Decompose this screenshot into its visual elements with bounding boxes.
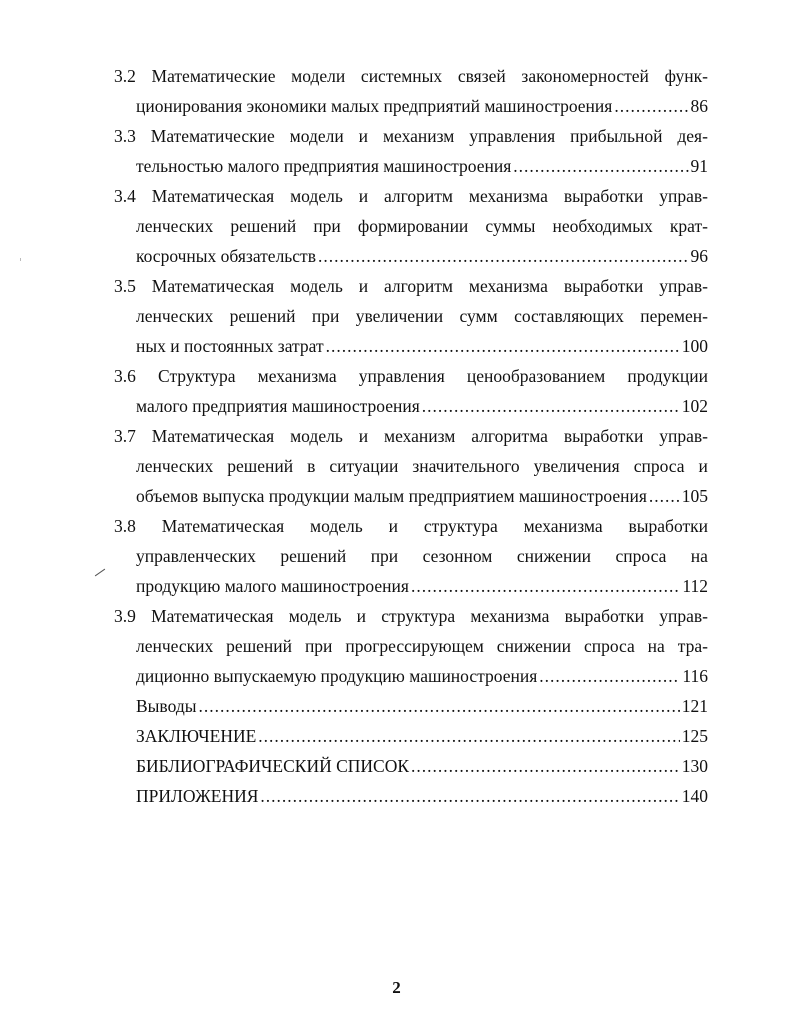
toc-line [114, 64, 708, 88]
dot-leader [260, 784, 679, 808]
word: Математическая [151, 606, 274, 626]
toc-page-number: 91 [690, 156, 708, 176]
toc-line [136, 94, 708, 118]
word: выработки [564, 606, 645, 626]
dot-leader [258, 724, 679, 748]
toc-entry-title: диционно выпускаемую продукцию машиностроения [136, 666, 538, 686]
toc-line [114, 124, 708, 148]
word: 3.4 [114, 186, 136, 206]
word: сезонном [422, 546, 493, 566]
word: спроса [583, 636, 635, 656]
word: прибыльной [570, 126, 663, 146]
dot-leader [539, 664, 680, 688]
word: тра- [677, 636, 708, 656]
word: 3.2 [114, 66, 136, 86]
word: снижении [496, 636, 572, 656]
toc-line [114, 274, 708, 298]
word: механизма [470, 606, 550, 626]
toc-page-number: 96 [690, 246, 708, 266]
toc-entry-title: объемов выпуска продукции малым предприятием машиностроения [136, 486, 647, 506]
word: системных [360, 66, 443, 86]
word: механизм [384, 426, 456, 446]
word: управ- [659, 276, 708, 296]
word: функ- [664, 66, 708, 86]
toc-line [136, 454, 708, 478]
toc-page-number: 140 [681, 786, 708, 806]
dot-leader [614, 94, 688, 118]
toc-page-number: 116 [682, 666, 708, 686]
word: при [311, 306, 340, 326]
word: управленческих [136, 546, 256, 566]
toc-line [136, 634, 708, 658]
toc-line [114, 424, 708, 448]
word: сумм [459, 306, 498, 326]
word: модель [290, 186, 343, 206]
word: ленческих [136, 636, 214, 656]
toc-entry-title: продукцию малого машиностроения [136, 576, 409, 596]
toc-line [114, 514, 708, 538]
dot-leader [411, 754, 680, 778]
word: механизма [468, 276, 548, 296]
word: 3.7 [114, 426, 136, 446]
word: и [698, 456, 708, 476]
word: составляющих [514, 306, 624, 326]
toc-page-number: 121 [681, 696, 708, 716]
word: решений [229, 306, 296, 326]
word: Математические [151, 66, 276, 86]
word: Математические [150, 126, 275, 146]
word: модель [290, 276, 343, 296]
dot-leader [411, 574, 680, 598]
word: модели [289, 126, 344, 146]
toc-line [136, 334, 708, 358]
word: и [358, 276, 369, 296]
word: и [358, 426, 369, 446]
dot-leader [318, 244, 689, 268]
word: управ- [659, 186, 708, 206]
toc-entry-title: косрочных обязательств [136, 246, 316, 266]
word: крат- [669, 216, 708, 236]
word: ленческих [136, 456, 214, 476]
toc-line [114, 604, 708, 628]
toc-line [136, 574, 708, 598]
word: на [647, 636, 665, 656]
word: и [358, 186, 369, 206]
toc-entry-title: ционирования экономики малых предприятий машиностроения [136, 96, 613, 116]
toc-entry-title: ных и постоянных затрат [136, 336, 324, 356]
word: при [370, 546, 399, 566]
toc-page-number: 112 [682, 576, 708, 596]
word: и [388, 516, 398, 536]
word: алгоритм [384, 276, 453, 296]
word: формировании [357, 216, 469, 236]
word: 3.8 [114, 516, 136, 536]
toc-entry-title: ЗАКЛЮЧЕНИЕ [136, 726, 257, 746]
word: решений [227, 456, 294, 476]
toc-page-number: 86 [690, 96, 708, 116]
word: модель [288, 606, 342, 626]
dot-leader [198, 694, 679, 718]
toc-line [136, 664, 708, 688]
word: на [690, 546, 708, 566]
word: модель [290, 426, 343, 446]
word: механизма [468, 186, 548, 206]
dot-leader [513, 154, 688, 178]
word: алгоритм [384, 186, 453, 206]
toc-line [136, 544, 708, 568]
word: ценообразованием [466, 366, 606, 386]
toc-line [136, 214, 708, 238]
toc-page-number: 105 [681, 486, 708, 506]
toc-page-number: 100 [681, 336, 708, 356]
word: управления [358, 366, 445, 386]
word: спроса [633, 456, 685, 476]
word: Математическая [151, 186, 275, 206]
toc-entry-title: ПРИЛОЖЕНИЯ [136, 786, 259, 806]
toc-entry-title: Выводы [136, 696, 197, 716]
word: структура [423, 516, 498, 536]
toc-line [136, 784, 708, 808]
word: модель [310, 516, 363, 536]
word: 3.9 [114, 606, 136, 626]
word: Математическая [151, 276, 275, 296]
toc-page-number: 125 [681, 726, 708, 746]
toc-line [136, 304, 708, 328]
word: механизма [523, 516, 603, 536]
word: механизм [382, 126, 455, 146]
scan-artifact [20, 258, 21, 261]
toc-line [136, 694, 708, 718]
word: продукции [627, 366, 708, 386]
word: связей [457, 66, 506, 86]
word: ленческих [136, 306, 214, 326]
word: Математическая [161, 516, 285, 536]
toc-line [136, 484, 708, 508]
word: прогрессирующем [345, 636, 484, 656]
word: 3.6 [114, 366, 136, 386]
dot-leader [326, 334, 680, 358]
word: перемен- [640, 306, 708, 326]
toc-line [136, 754, 708, 778]
word: при [304, 636, 333, 656]
word: управ- [659, 426, 708, 446]
toc-page-number: 102 [681, 396, 708, 416]
word: увеличении [355, 306, 444, 326]
word: решений [230, 216, 297, 236]
word: Математическая [151, 426, 275, 446]
word: и [358, 126, 369, 146]
dot-leader [422, 394, 680, 418]
word: ситуации [329, 456, 399, 476]
toc-line [114, 364, 708, 388]
word: управ- [659, 606, 708, 626]
word: 3.3 [114, 126, 136, 146]
word: структура [381, 606, 456, 626]
word: дея- [677, 126, 708, 146]
toc-page-number: 130 [681, 756, 708, 776]
word: необходимых [552, 216, 653, 236]
toc-line [136, 394, 708, 418]
toc-entry-title: малого предприятия машиностроения [136, 396, 420, 416]
word: 3.5 [114, 276, 136, 296]
word: выработки [628, 516, 708, 536]
word: спроса [615, 546, 667, 566]
page-number: 2 [392, 978, 401, 997]
word: выработки [563, 276, 644, 296]
word: решений [226, 636, 293, 656]
word: снижении [516, 546, 592, 566]
word: увеличения [533, 456, 620, 476]
toc-line [136, 724, 708, 748]
word: модели [291, 66, 346, 86]
toc-line [136, 244, 708, 268]
word: Структура [158, 366, 236, 386]
word: механизма [257, 366, 337, 386]
word: при [313, 216, 341, 236]
toc-line [114, 184, 708, 208]
word: и [356, 606, 367, 626]
toc-entry-title: БИБЛИОГРАФИЧЕСКИЙ СПИСОК [136, 756, 410, 776]
word: решений [280, 546, 347, 566]
toc-line [136, 154, 708, 178]
word: в [307, 456, 316, 476]
word: алгоритма [471, 426, 548, 446]
word: выработки [563, 426, 644, 446]
word: выработки [563, 186, 644, 206]
word: закономерностей [521, 66, 649, 86]
toc-entry-title: тельностью малого предприятия машиностроения [136, 156, 512, 176]
word: значительного [412, 456, 520, 476]
dot-leader [649, 484, 680, 508]
word: управления [469, 126, 556, 146]
word: суммы [485, 216, 536, 236]
word: ленческих [136, 216, 214, 236]
